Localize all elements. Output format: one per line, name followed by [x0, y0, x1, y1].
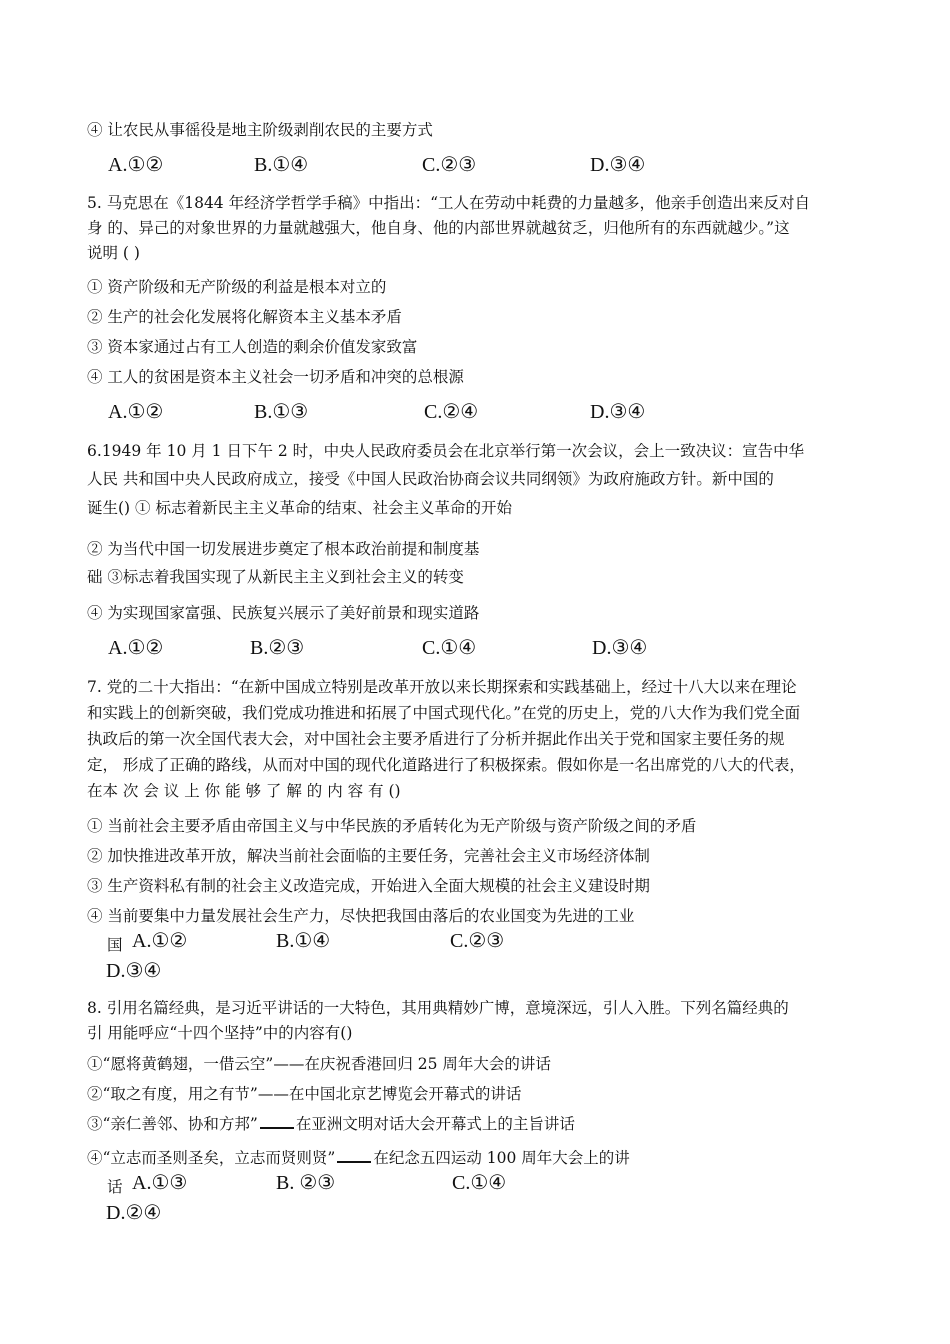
q5-option-d: D.③④ [590, 401, 646, 423]
q7-item-1: ① 当前社会主要矛盾由帝国主义与中华民族的矛盾转化为无产阶级与资产阶级之间的矛盾 [87, 817, 697, 835]
q5-stem-line-2: 身 的、异己的对象世界的力量就越强大，他自身、他的内部世界就越贫乏，归他所有的东西就越少。”这 [87, 219, 790, 237]
q8-item-2: ②“取之有度，用之有节”——在中国北京艺博览会开幕式的讲话 [87, 1085, 522, 1103]
q5-item-3: ③ 资本家通过占有工人创造的剩余价值发家致富 [87, 338, 418, 356]
q7-option-a: A.①② [132, 930, 188, 952]
q7-option-d: D.③④ [106, 960, 162, 982]
q5-stem-line-3: 说明 ( ) [87, 244, 140, 262]
q8-item-4 [87, 1148, 630, 1168]
q7-item-3: ③ 生产资料私有制的社会主义改造完成，开始进入全面大规模的社会主义建设时期 [87, 877, 650, 895]
q7-item-4-wrap: 国 [107, 936, 123, 954]
q5-item-2: ② 生产的社会化发展将化解资本主义基本矛盾 [87, 308, 402, 326]
q7-option-b: B.①④ [276, 930, 331, 952]
q5-option-b: B.①③ [254, 401, 309, 423]
q6-option-c: C.①④ [422, 637, 477, 659]
q8-item-3-quote: ③“亲仁善邻、协和方邦” [87, 1115, 258, 1133]
q5-item-4: ④ 工人的贫困是资本主义社会一切矛盾和冲突的总根源 [87, 368, 464, 386]
q8-item-4-source: 在纪念五四运动 100 周年大会上的讲 [373, 1149, 630, 1167]
q6-stem-line-1: 6.1949 年 10 月 1 日下午 2 时，中央人民政府委员会在北京举行第一次会议，会上一致决议：宣告中华 [87, 442, 805, 460]
dash-line [260, 1115, 294, 1129]
q7-stem-line-4: 定， 形成了正确的路线，从而对中国的现代化道路进行了积极探索。假如你是一名出席党的八大的代表， [87, 756, 805, 774]
dash-line [337, 1149, 371, 1163]
q4-option-c: C.②③ [422, 154, 477, 176]
q6-option-d: D.③④ [592, 637, 648, 659]
q4-option-b: B.①④ [254, 154, 309, 176]
q6-stem-line-3: 诞生() ① 标志着新民主主义革命的结束、社会主义革命的开始 [87, 499, 512, 517]
q8-option-a: A.①③ [132, 1172, 188, 1194]
q6-item-3: 础 ③标志着我国实现了从新民主主义到社会主义的转变 [87, 568, 464, 586]
q8-item-3 [87, 1114, 575, 1134]
q6-stem-line-2: 人民 共和国中央人民政府成立，接受《中国人民政治协商会议共同纲领》为政府施政方针。新中国的 [87, 470, 774, 488]
q8-item-4-quote: ④“立志而圣则圣矣，立志而贤则贤” [87, 1149, 336, 1167]
q8-option-c: C.①④ [452, 1172, 507, 1194]
q7-stem-line-5: 在本 次 会 议 上 你 能 够 了 解 的 内 容 有 () [87, 782, 401, 800]
q8-option-b: B. ②③ [276, 1172, 336, 1194]
q6-item-2: ② 为当代中国一切发展进步奠定了根本政治前提和制度基 [87, 540, 480, 558]
q8-item-4-wrap: 话 [107, 1178, 123, 1196]
q4-option-a: A.①② [108, 154, 164, 176]
q7-stem-line-3: 执政后的第一次全国代表大会，对中国社会主要矛盾进行了分析并据此作出关于党和国家主要任务的规 [87, 730, 785, 748]
q6-item-4: ④ 为实现国家富强、民族复兴展示了美好前景和现实道路 [87, 604, 480, 622]
q7-stem-line-1: 7. 党的二十大指出：“在新中国成立特别是改革开放以来长期探索和实践基础上，经过十八大以来在理论 [87, 678, 797, 696]
q8-stem-line-1: 8. 引用名篇经典，是习近平讲话的一大特色，其用典精妙广博，意境深远，引人入胜。下列名篇经典的 [87, 999, 789, 1017]
q8-item-1: ①“愿将黄鹤翅，一借云空”——在庆祝香港回归 25 周年大会的讲话 [87, 1055, 551, 1073]
q5-option-c: C.②④ [424, 401, 479, 423]
q7-item-4: ④ 当前要集中力量发展社会生产力，尽快把我国由落后的农业国变为先进的工业 [87, 907, 635, 925]
q7-item-2: ② 加快推进改革开放，解决当前社会面临的主要任务，完善社会主义市场经济体制 [87, 847, 650, 865]
q5-option-a: A.①② [108, 401, 164, 423]
q5-item-1: ① 资产阶级和无产阶级的利益是根本对立的 [87, 278, 387, 296]
q6-option-b: B.②③ [250, 637, 305, 659]
q7-stem-line-2: 和实践上的创新突破，我们党成功推进和拓展了中国式现代化。”在党的历史上，党的八大作为我们党全面 [87, 704, 801, 722]
q7-option-c: C.②③ [450, 930, 505, 952]
q5-stem-line-1: 5. 马克思在《1844 年经济学哲学手稿》中指出：“工人在劳动中耗费的力量越多，他亲手创造出来反对自 [87, 194, 811, 212]
q8-stem-line-2: 引 用能呼应“十四个坚持”中的内容有() [87, 1024, 353, 1042]
q8-item-3-source: 在亚洲文明对话大会开幕式上的主旨讲话 [295, 1115, 575, 1133]
q4-item-4: ④ 让农民从事徭役是地主阶级剥削农民的主要方式 [87, 121, 433, 139]
q8-option-d: D.②④ [106, 1202, 162, 1224]
q6-option-a: A.①② [108, 637, 164, 659]
q4-option-d: D.③④ [590, 154, 646, 176]
